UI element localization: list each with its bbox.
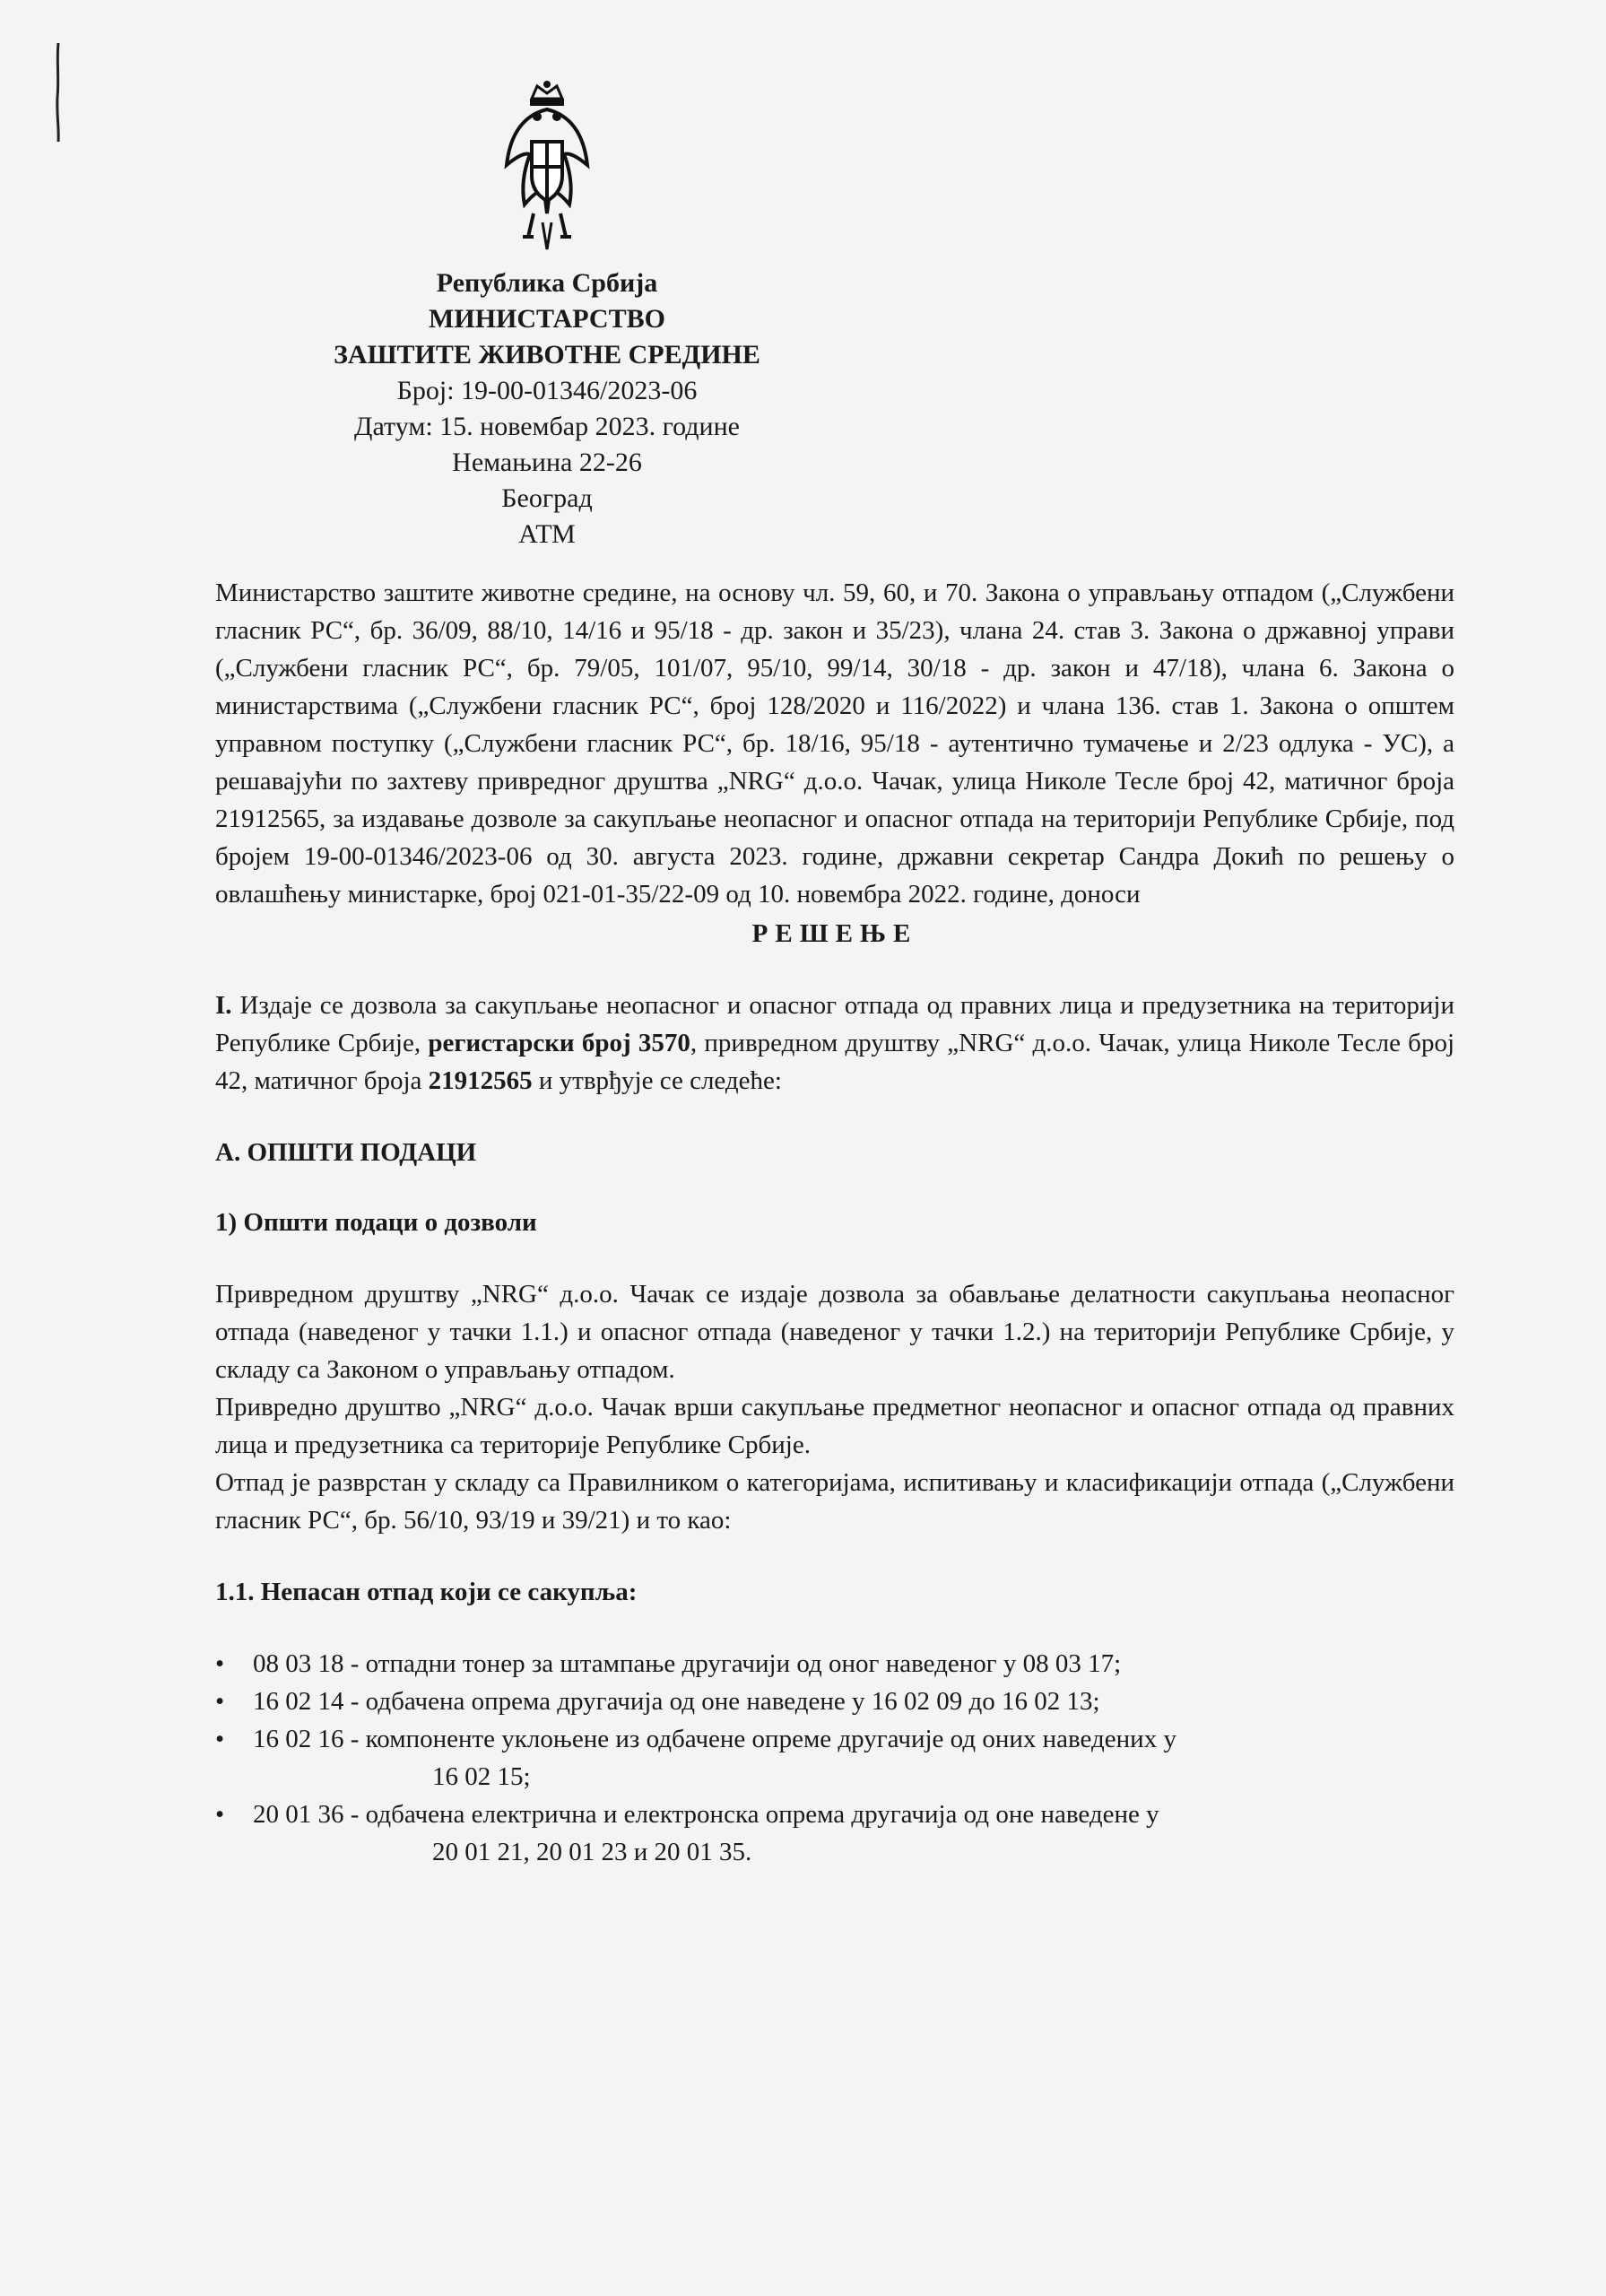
header-document-number: Број: 19-00-01346/2023-06 xyxy=(396,376,698,405)
list-item xyxy=(215,1720,1392,1796)
header-country: Република Србија xyxy=(436,268,658,298)
waste-list xyxy=(215,1645,1454,1871)
header-initials: АТМ xyxy=(518,519,576,549)
waste-item-line1: 16 02 14 - одбачена опрема другачија од оне наведене у 16 02 09 до 16 02 13; xyxy=(253,1687,1100,1716)
registration-number-label: регистарски број 3570 xyxy=(428,1029,690,1057)
section-one-text-a: Издаје се дозвола за сакупљање неопасног и опасног отпада од правних лица и предузетника на територији Републике Србије, xyxy=(215,991,1454,1057)
subsection-1-title: 1) Општи подаци о дозволи xyxy=(215,1208,537,1237)
waste-item-line1: 08 03 18 - отпадни тонер за штампање другачији од оног наведеног у 08 03 17; xyxy=(253,1649,1122,1678)
decision-title: РЕШЕЊЕ xyxy=(751,919,918,948)
waste-item-line1: 16 02 16 - компоненте уклоњене из одбачене опреме другачије од оних наведених у xyxy=(253,1725,1176,1753)
header-ministry-line1: МИНИСТАРСТВО xyxy=(429,304,665,334)
header-ministry-line2: ЗАШТИТЕ ЖИВОТНЕ СРЕДИНЕ xyxy=(334,340,760,370)
list-item xyxy=(215,1645,1392,1683)
header-date: Датум: 15. новембар 2023. године xyxy=(354,412,740,441)
intro-paragraph: Министарство заштите животне средине, на основу чл. 59, 60, и 70. Закона о управљању отпадом („Службени гласник РС“, бр. 36/09, 88/10, 14/16 и 95/18 - др. закон и 35/23), члана 24. став 3. Закона о државној управи („Службени гласник РС“, бр. 79/05, 101/07, 95/10, 99/14, 30/18 - др. закон и 47/18), члана 6. Закона о министарствима („Службени гласник РС“, број 128/2020 и 116/2022) и члана 136. став 1. Закона о општем управном поступку („Службени гласник РС“, бр. 18/16, 95/18 - аутентично тумачење и 2/23 одлука - УС), а решавајући по захтеву привредног друштва „NRG“ д.о.о. Чачак, улица Николе Тесле број 42, матичног броја 21912565, за издавање дозволе за сакупљање неопасног и опасног отпада на територији Републике Србије, под бројем 19-00-01346/2023-06 од 30. августа 2023. године, државни секретар Сандра Докић по решењу о овлашћењу министарке, број 021-01-35/22-09 од 10. новембра 2022. године, доноси xyxy=(215,578,1454,909)
paragraph-collection-scope: Привредно друштво „NRG“ д.о.о. Чачак врши сакупљање предметног неопасног и опасног отпада од правних лица и предузетника са територије Републике Србије. xyxy=(215,1393,1454,1459)
waste-item-line2: 16 02 15; xyxy=(432,1762,531,1791)
section-one-numeral: I. xyxy=(215,991,232,1020)
section-a-title: А. ОПШТИ ПОДАЦИ xyxy=(215,1138,477,1167)
list-item xyxy=(215,1796,1392,1871)
paragraph-waste-classification: Отпад је разврстан у складу са Правилником о категоријама, испитивању и класификацији отпада („Службени гласник РС“, бр. 56/10, 93/19 и 39/21) и то као: xyxy=(215,1468,1454,1535)
bullet-icon: • xyxy=(215,1800,225,1829)
header-street: Немањина 22-26 xyxy=(452,448,642,477)
letterhead xyxy=(296,79,798,552)
subsection-1-1-title: 1.1. Непасан отпад који се сакупља: xyxy=(215,1578,638,1606)
waste-item-line1: 20 01 36 - одбачена електрична и електронска опрема другачија од оне наведене у xyxy=(253,1800,1159,1829)
margin-ink-mark xyxy=(56,43,61,142)
company-id-number: 21912565 xyxy=(428,1066,533,1095)
list-item xyxy=(215,1683,1392,1720)
bullet-icon: • xyxy=(215,1725,225,1753)
section-one-paragraph xyxy=(215,987,1454,1100)
paragraph-permit-issued: Привредном друштву „NRG“ д.о.о. Чачак се издаје дозвола за обављање делатности сакупљања неопасног отпада (наведеног у тачки 1.1.) и опасног отпада (наведеног у тачки 1.2.) на територији Републике Србије, у складу са Законом о управљању отпадом. xyxy=(215,1280,1454,1384)
section-one-text-c: и утврђује се следеће: xyxy=(538,1066,782,1095)
bullet-icon: • xyxy=(215,1687,225,1716)
header-city: Београд xyxy=(501,483,593,513)
waste-item-line2: 20 01 21, 20 01 23 и 20 01 35. xyxy=(432,1838,752,1866)
bullet-icon: • xyxy=(215,1649,225,1678)
serbian-coat-of-arms-emblem xyxy=(498,79,596,258)
document-body xyxy=(215,574,1454,1871)
section-one-text-b: , привредном друштву „NRG“ д.о.о. Чачак, улица Николе Тесле број 42, матичног броја xyxy=(215,1029,1454,1095)
